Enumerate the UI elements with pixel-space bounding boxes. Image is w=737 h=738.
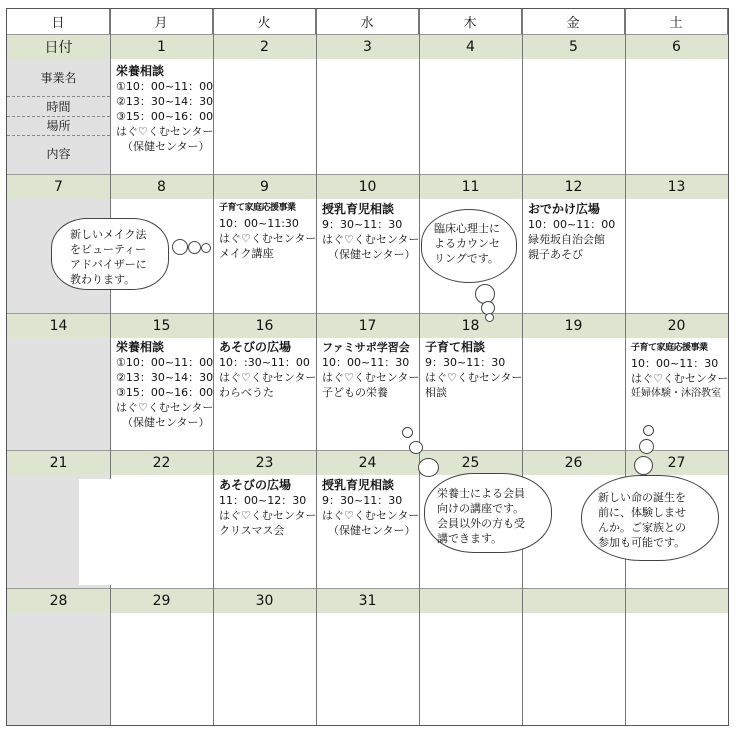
event-time: 10：00~11：30 xyxy=(631,357,719,370)
weekday-header: 土 xyxy=(625,9,728,34)
event-time-3: ③15：00~16：00 xyxy=(116,110,214,123)
legend-content: 内容 xyxy=(46,147,71,161)
day-number: 27 xyxy=(667,454,686,471)
bubble-tail xyxy=(172,239,188,255)
speech-bubble-birth: 新しい命の誕生を 前に、体験しませ んか。ご家族との 参加も可能です。 xyxy=(581,475,719,561)
bubble-tail xyxy=(188,241,201,254)
event-day-9 xyxy=(219,201,316,261)
event-place-sub: （保健センター） xyxy=(122,416,210,429)
event-content: 親子あそび xyxy=(528,248,583,261)
event-day-23 xyxy=(219,478,316,538)
bubble-tail xyxy=(643,425,654,436)
event-content: わらべうた xyxy=(219,386,274,399)
weekday-header: 金 xyxy=(522,9,625,34)
day-number: 20 xyxy=(667,317,686,334)
legend-place: 場所 xyxy=(7,117,110,136)
day-number: 12 xyxy=(564,178,583,195)
event-time: 9：30~11：30 xyxy=(425,356,506,369)
event-day-10 xyxy=(322,202,419,262)
event-place: はぐ♡くむセンター xyxy=(219,509,317,522)
speech-bubble-counsel: 臨床心理士に よるカウンセ リングです。 xyxy=(421,209,517,283)
sunday-cell-28 xyxy=(7,613,110,725)
event-title: 子育て家庭応援事業 xyxy=(219,203,296,213)
day-number: 8 xyxy=(157,178,166,195)
day-number xyxy=(625,588,728,613)
event-place-sub: （保健センター） xyxy=(328,524,416,537)
day-number: 30 xyxy=(255,592,274,609)
event-place-sub: （保健センター） xyxy=(122,140,210,153)
day-number xyxy=(522,588,625,613)
event-place: はぐ♡くむセンター xyxy=(425,371,523,384)
event-title: 栄養相談 xyxy=(116,64,165,78)
day-number: 31 xyxy=(358,592,377,609)
day-number: 2 xyxy=(260,38,269,55)
event-day-1 xyxy=(116,64,213,154)
day-number: 1 xyxy=(157,38,166,55)
event-content: 妊婦体験・沐浴教室 xyxy=(631,388,721,399)
legend-time: 時間 xyxy=(7,97,110,117)
event-day-15 xyxy=(116,340,213,430)
event-time-1: ①10：00~11：00 xyxy=(116,356,214,369)
bubble-tail xyxy=(402,427,413,438)
day-number: 24 xyxy=(358,454,377,471)
blank-area xyxy=(79,479,212,585)
bubble-tail xyxy=(639,439,654,454)
event-place: はぐ♡くむセンター xyxy=(322,509,420,522)
speech-bubble-nutrition: 栄養士による会員 向けの講座です。 会員以外の方も受 講できます。 xyxy=(424,473,552,553)
day-number: 21 xyxy=(49,454,68,471)
day-number: 6 xyxy=(672,38,681,55)
event-place: はぐ♡くむセンター xyxy=(631,372,729,385)
legend xyxy=(7,59,110,172)
event-place: はぐ♡くむセンター xyxy=(219,232,317,245)
bubble-tail xyxy=(485,313,494,322)
event-time: 9：30~11：30 xyxy=(322,218,403,231)
event-time-1: ①10：00~11：00 xyxy=(116,80,214,93)
day-number: 26 xyxy=(564,454,583,471)
sunday-cell-14 xyxy=(7,338,110,450)
weekday-header: 水 xyxy=(316,9,419,34)
event-place: はぐ♡くむセンター xyxy=(322,233,420,246)
day-number xyxy=(419,588,522,613)
event-place: はぐ♡くむセンター xyxy=(219,371,317,384)
bubble-tail xyxy=(634,456,653,475)
event-time: 10：00~11:30 xyxy=(219,217,299,230)
event-title: あそびの広場 xyxy=(219,478,292,492)
weekday-header: 木 xyxy=(419,9,522,34)
event-content: 相談 xyxy=(425,386,447,399)
day-number: 28 xyxy=(49,592,68,609)
event-time: 9：30~11：30 xyxy=(322,494,403,507)
event-day-20 xyxy=(631,341,728,401)
day-number: 4 xyxy=(466,38,475,55)
bubble-tail xyxy=(409,441,423,454)
event-place: はぐ♡くむセンター xyxy=(322,371,420,384)
event-place: 緑苑坂自治会館 xyxy=(528,233,605,246)
event-place: はぐ♡くむセンター xyxy=(116,401,214,414)
day-number: 15 xyxy=(152,317,171,334)
bubble-tail xyxy=(201,243,211,253)
weekday-header: 日 xyxy=(7,9,110,34)
event-title: 栄養相談 xyxy=(116,340,165,354)
event-day-12 xyxy=(528,202,615,262)
event-title: ファミサポ学習会 xyxy=(322,341,410,354)
day-number: 7 xyxy=(54,178,63,195)
event-title: 子育て相談 xyxy=(425,340,486,354)
event-time: 11：00~12：30 xyxy=(219,494,307,507)
event-content: クリスマス会 xyxy=(219,524,285,537)
event-place: はぐ♡くむセンター xyxy=(116,125,214,138)
legend-date: 日付 xyxy=(44,39,73,56)
day-number: 23 xyxy=(255,454,274,471)
weekday-header: 月 xyxy=(110,9,213,34)
event-time-2: ②13：30~14：30 xyxy=(116,95,214,108)
event-day-24 xyxy=(322,478,419,538)
event-title: 子育て家庭応援事業 xyxy=(631,343,708,353)
event-day-17 xyxy=(322,340,419,400)
day-number: 29 xyxy=(152,592,171,609)
day-number: 25 xyxy=(461,454,480,471)
event-day-16 xyxy=(219,340,316,400)
event-title: 授乳育児相談 xyxy=(322,478,395,492)
day-number: 18 xyxy=(461,317,480,334)
day-number: 5 xyxy=(569,38,578,55)
speech-bubble-makeup: 新しいメイク法 をビューティー アドバイザーに 教わります。 xyxy=(51,218,169,290)
day-number: 11 xyxy=(461,178,480,195)
day-number: 9 xyxy=(260,178,269,195)
event-time: 10：00~11：30 xyxy=(322,356,410,369)
event-title: 授乳育児相談 xyxy=(322,202,395,216)
day-number: 19 xyxy=(564,317,583,334)
day-number: 10 xyxy=(358,178,377,195)
event-day-18 xyxy=(425,340,522,400)
day-number: 16 xyxy=(255,317,274,334)
event-time-3: ③15：00~16：00 xyxy=(116,386,214,399)
calendar xyxy=(6,8,729,726)
event-title: おでかけ広場 xyxy=(528,202,600,216)
event-time: 10：:30~11：00 xyxy=(219,356,310,369)
day-number: 17 xyxy=(358,317,377,334)
bubble-tail xyxy=(418,458,439,477)
event-content: メイク講座 xyxy=(219,247,274,260)
day-number: 13 xyxy=(667,178,686,195)
weekday-header: 火 xyxy=(213,9,316,34)
day-number: 22 xyxy=(152,454,171,471)
event-content: 子どもの栄養 xyxy=(322,386,388,399)
event-time-2: ②13：30~14：30 xyxy=(116,371,214,384)
event-title: あそびの広場 xyxy=(219,340,292,354)
event-place-sub: （保健センター） xyxy=(328,248,416,261)
day-number: 3 xyxy=(363,38,372,55)
legend-event: 事業名 xyxy=(7,59,110,97)
event-time: 10：00~11：00 xyxy=(528,218,616,231)
day-number: 14 xyxy=(49,317,68,334)
